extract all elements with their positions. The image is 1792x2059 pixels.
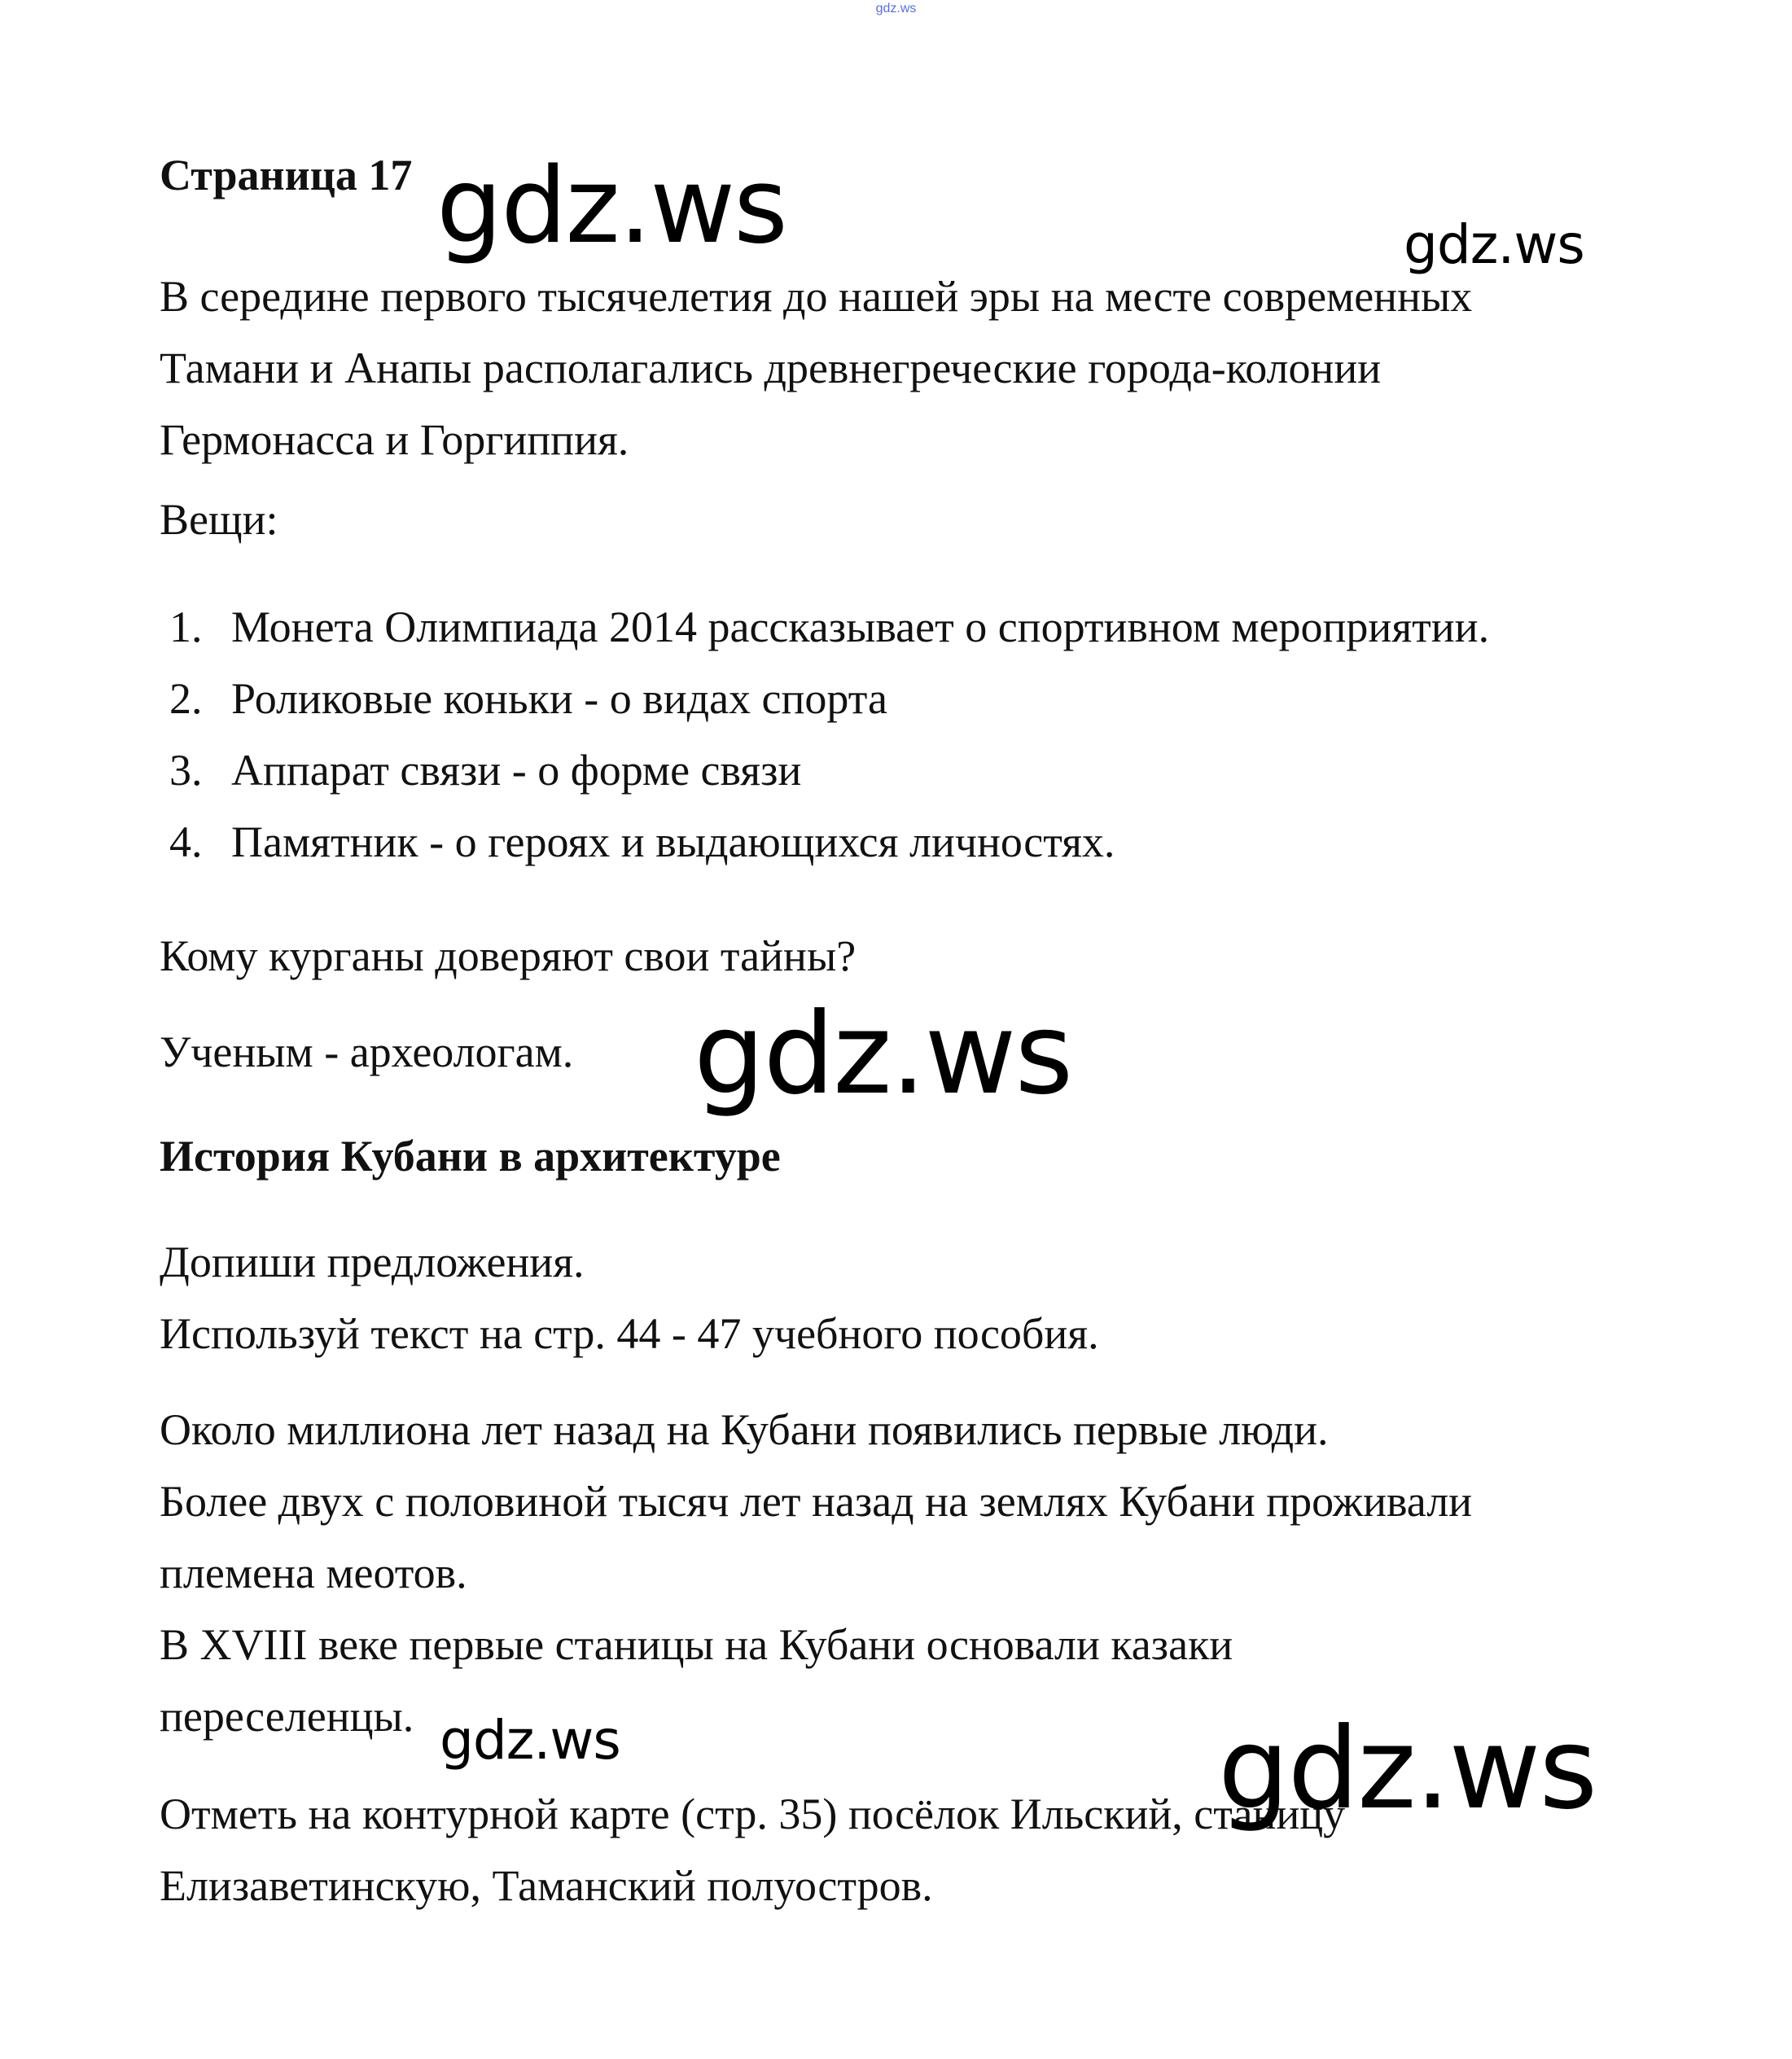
list-item-text: Аппарат связи - о форме связи: [231, 746, 802, 795]
fact-line-4: В XVIII веке первые станицы на Кубани основали казаки: [160, 1620, 1233, 1669]
watermark-large-3: gdz.ws: [1218, 1703, 1597, 1834]
list-item: [160, 591, 1707, 663]
watermark-large-1: gdz.ws: [436, 146, 786, 267]
list-item-number: 3.: [169, 746, 203, 795]
fact-line-5: переселенцы.: [160, 1692, 414, 1741]
task-line-1: Допиши предложения.: [160, 1238, 585, 1286]
section-title: История Кубани в архитектуре: [160, 1132, 781, 1181]
question-text: Кому курганы доверяют свои тайны?: [160, 931, 857, 980]
list-item-text: Монета Олимпиада 2014 рассказывает о спортивном мероприятии.: [231, 602, 1490, 651]
things-label: Вещи:: [160, 495, 278, 544]
paragraph-line-2: Тамани и Анапы располагались древнегреческие города-колонии: [160, 344, 1382, 392]
task-line-2: Используй текст на стр. 44 - 47 учебного пособия.: [160, 1309, 1099, 1358]
list-item-text: Роликовые коньки - о видах спорта: [231, 674, 887, 723]
list-item-number: 4.: [169, 817, 203, 866]
list-item: [160, 806, 1707, 878]
top-watermark: gdz.ws: [875, 2, 917, 15]
list-item-text: Памятник - о героях и выдающихся личностях.: [231, 817, 1115, 866]
list-item: [160, 663, 1707, 734]
watermark-large-2: gdz.ws: [694, 988, 1072, 1119]
fact-line-3: племена меотов.: [160, 1549, 467, 1597]
things-list: [160, 591, 1707, 878]
paragraph-line-1: В середине первого тысячелетия до нашей эры на месте современных: [160, 272, 1473, 321]
answer-text: Ученым - археологам.: [160, 1027, 574, 1076]
fact-line-2: Более двух с половиной тысяч лет назад на землях Кубани проживали: [160, 1477, 1473, 1526]
watermark-small-2: gdz.ws: [440, 1709, 620, 1772]
paragraph-line-3: Гермонасса и Горгиппия.: [160, 415, 629, 464]
list-item-number: 2.: [169, 674, 203, 723]
list-item: [160, 734, 1707, 806]
page-title: Страница 17: [160, 151, 413, 199]
map-task-line-1: Отметь на контурной карте (стр. 35) посёлок Ильский, станицу: [160, 1790, 1346, 1838]
list-item-number: 1.: [169, 602, 203, 651]
map-task-line-2: Елизаветинскую, Таманский полуостров.: [160, 1861, 933, 1910]
watermark-small-1: gdz.ws: [1404, 213, 1584, 276]
fact-line-1: Около миллиона лет назад на Кубани появились первые люди.: [160, 1405, 1329, 1454]
